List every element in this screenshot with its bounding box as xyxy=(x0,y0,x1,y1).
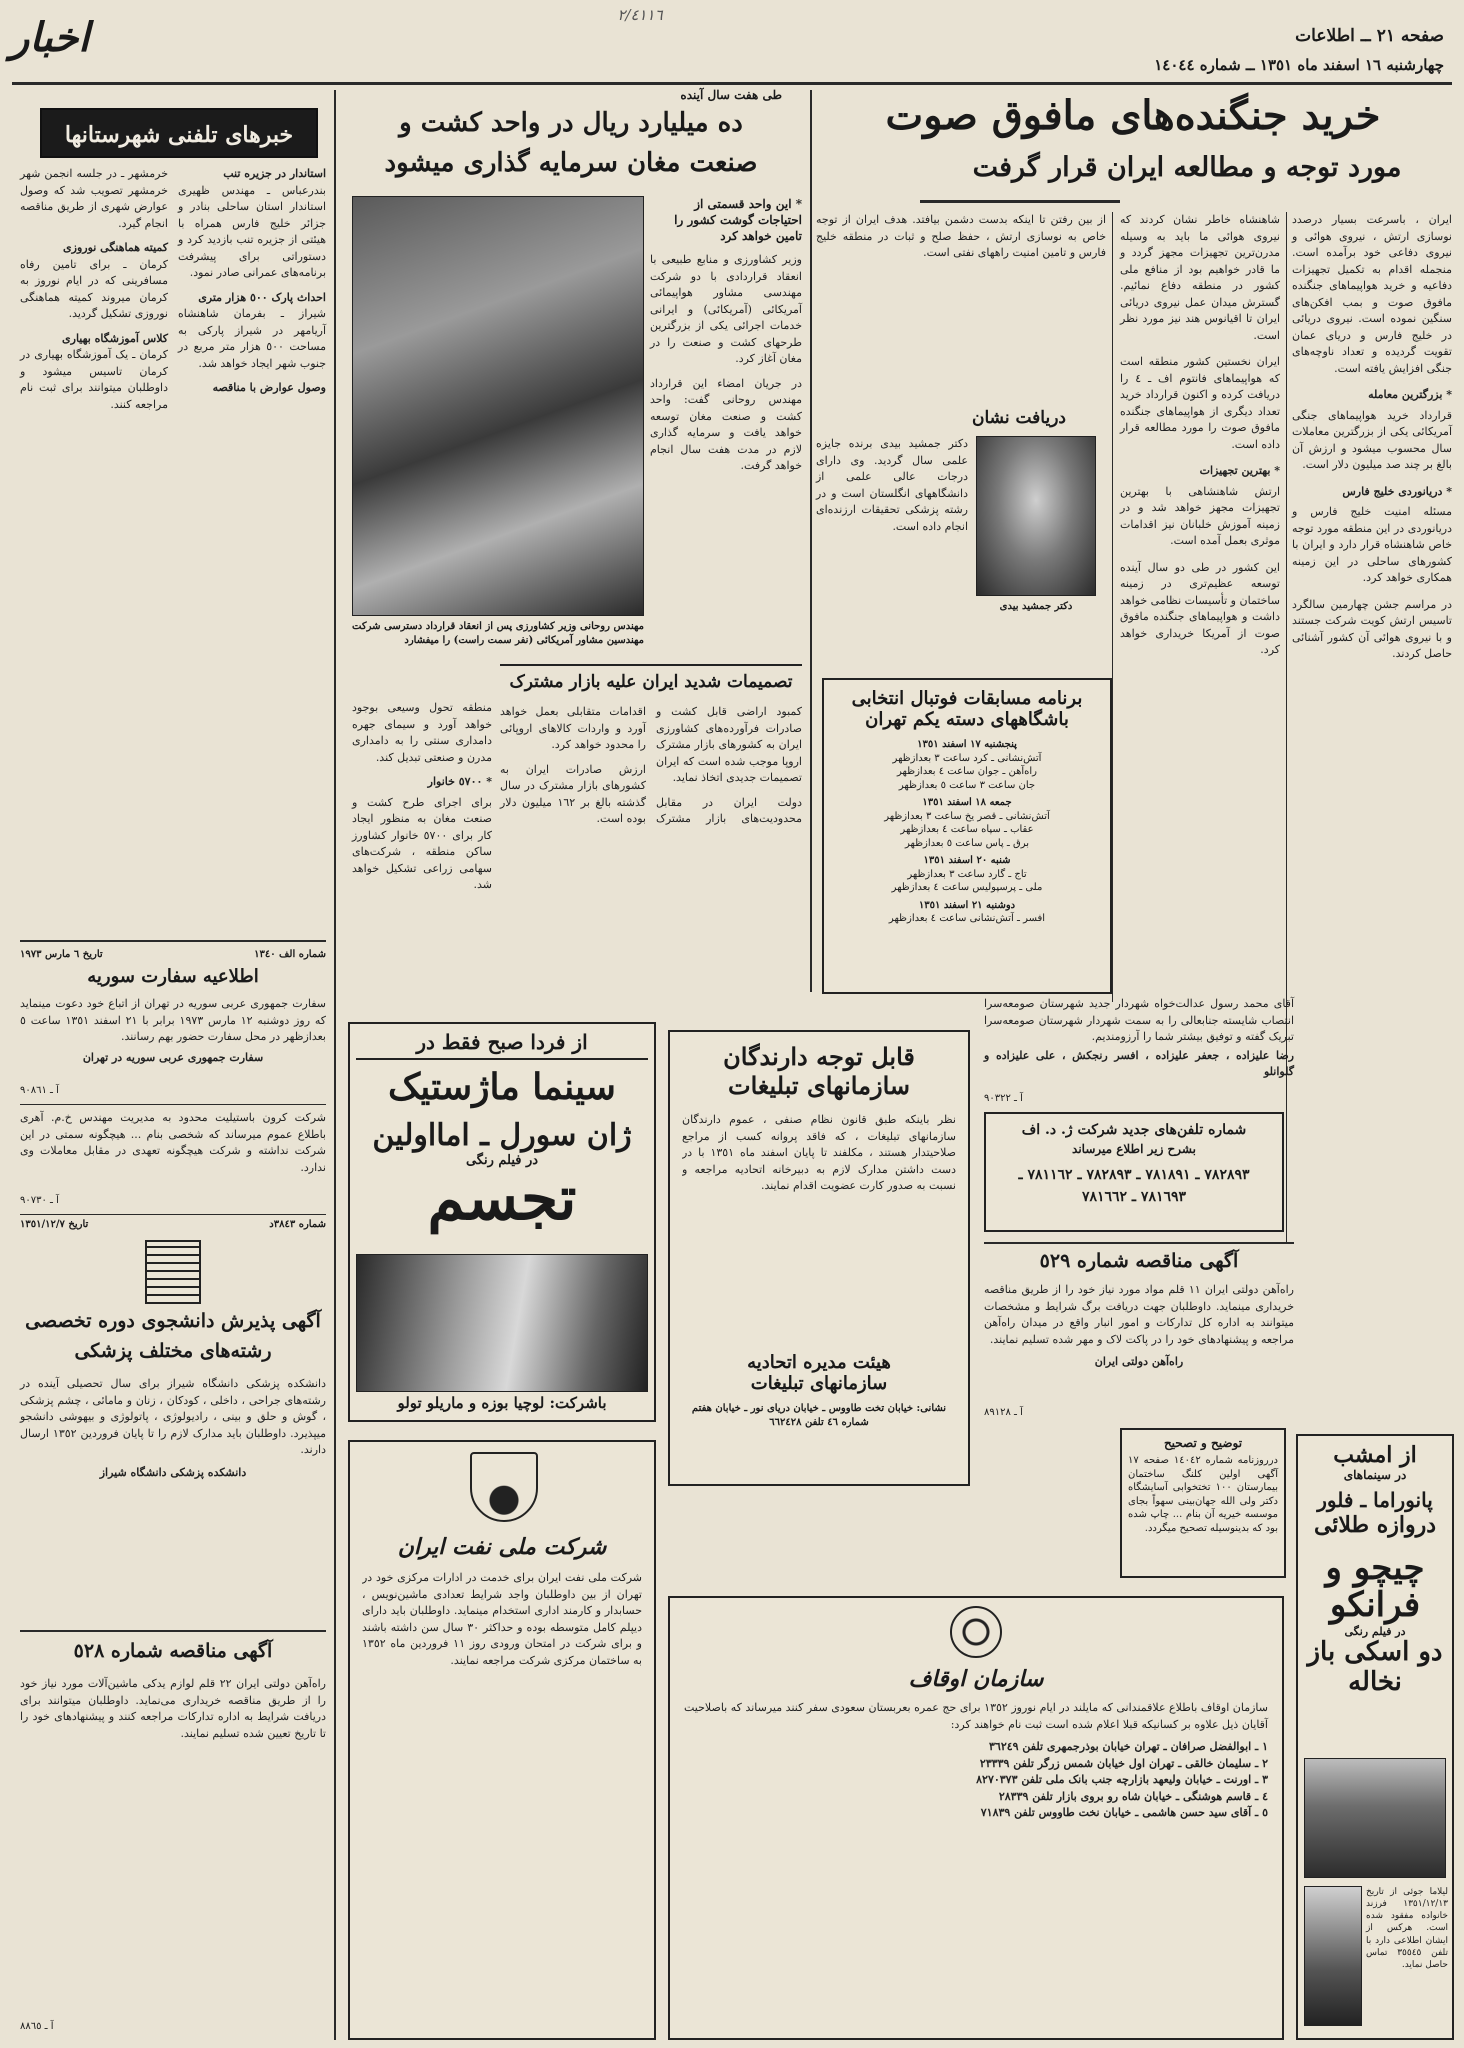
trade-headline: تصمیمات شدید ایران علیه بازار مشترک xyxy=(500,664,802,698)
phone-item-body: خرمشهر ـ در جلسه انجمن شهر خرمشهر تصویب شد که وصول عوارض شهری از طریق مناقصه انجام گیرد. xyxy=(20,167,168,230)
cinema-ad-2 xyxy=(1296,1434,1454,2040)
awqaf-item: ٤ ـ قاسم هوشنگی ـ خیابان شاه رو بروی بازار تلفن ٢٨٣٣٩ xyxy=(998,1789,1268,1803)
football-box xyxy=(822,678,1112,994)
cinemas-name-2: دروازه طلائی xyxy=(1313,1512,1437,1538)
agri-body-2: در جریان امضاء این قرارداد مهندس روحانی گفت: واحد کشت و صنعت مغان توسعه خواهد یافت و سرمایه گذاری لازم در مدت هفت سال انجام خواهد گرفت. xyxy=(650,376,802,472)
football-game: راه‌آهن ـ جوان ساعت ٤ بعدازظهر xyxy=(897,766,1037,777)
cinemas-name: پانوراما ـ فلور xyxy=(1317,1488,1433,1512)
ad-union-address: نشانی: خیابان تخت طاووس ـ خیابان دریای نور ـ خیابان هفتم شماره ٤٦ تلفن ٦٦٢٤٢٨ xyxy=(691,1403,947,1428)
agri-side-label: * این واحد قسمتی از احتیاجات گوشت کشور را تامین خواهد کرد xyxy=(674,197,802,244)
phones-box xyxy=(984,1112,1284,1232)
ad-union-notice xyxy=(668,1030,970,1486)
main-body-1: ایران ، باسرعت بسیار درصدد نوسازی ارتش ، نیروی هوائی و نیروی دفاعی خود برآمده است. منجمله اقدام به تکمیل تجهیزات دفاعیه و خرید هواپیماهای جنگنده مافوق صوت و بمب افکن‌های سنگین نموده است. نیروی دریائی در خلیج فارس و دریای عمان تقویت گردیده و تعداد ناوچه‌های جنگی افزایش یافته است. xyxy=(1292,213,1452,375)
phone-item-title: کمیته هماهنگی نوروزی xyxy=(63,241,168,254)
cinema-name: سینما ماژستیک xyxy=(388,1066,616,1108)
tender2-title: آگهی مناقصه شماره ٥٢٩ xyxy=(1039,1250,1239,1272)
main-col-3 xyxy=(816,212,1106,402)
awqaf-item: ٥ ـ آقای سید حسن هاشمی ـ خیابان نخت طاووس تلفن ٧١٨٣٩ xyxy=(980,1806,1268,1819)
main-body-2: شاهنشاه خاطر نشان کردند که نیروی هوائی ما باید به وسیله مدرن‌ترین تجهیزات مجهز گردد و ما قادر خواهیم بود از منافع ملی کشور در منطقه دفاع نمائیم. گسترش میدان عمل نیروی دریائی ایران تا اقیانوس هند نیز مورد نظر است. xyxy=(1120,213,1280,342)
embassy-title: اطلاعیه سفارت سوریه xyxy=(87,966,259,987)
phone-news-title: خبرهای تلفنی شهرستانها xyxy=(40,108,318,158)
nioc-logo-icon xyxy=(470,1452,538,1522)
main-col-2 xyxy=(1120,212,1280,992)
congrats-body: آقای محمد رسول عدالت‌خواه شهردار جدید شهرستان صومعه‌سرا انتصاب شایسته جنابعالی را به سمت شهردار شهرستان صومعه‌سرا تبریک گفته و توفیق بیشتر شما را آرزومندیم. xyxy=(984,997,1294,1043)
football-title-2: باشگاههای دسته یکم تهران xyxy=(865,709,1069,730)
football-game: جان ساعت ٣ ساعت ٥ بعدازظهر xyxy=(898,779,1036,791)
film2-photo xyxy=(1304,1758,1446,1878)
football-game: آتش‌نشانی ـ کرد ساعت ٣ بعدازظهر xyxy=(892,752,1042,764)
trade-body-3: ارزش صادرات ایران به کشورهای بازار مشترک در سال گذشته بالغ بر ١٦٢ میلیون دلار بوده است. xyxy=(500,762,646,825)
uni-title: آگهی پذیرش دانشجوی دوره تخصصی xyxy=(25,1310,321,1332)
embassy-number: شماره الف ١٣٤٠ xyxy=(254,949,326,960)
football-game: ملی ـ پرسپولیس ساعت ٤ بعدازظهر xyxy=(891,882,1043,893)
masthead xyxy=(10,6,1454,80)
uni-number: شماره ٣٨٤٣د xyxy=(269,1219,326,1230)
tender2-sign: راه‌آهن دولتی ایران xyxy=(1094,1355,1184,1368)
awqaf-ad xyxy=(668,1596,1284,2040)
tonight-label: از امشب xyxy=(1333,1442,1417,1468)
phone-item-body: بندرعباس ـ مهندس ظهیری استاندار استان ساحلی بنادر و جزائر خلیج فارس همراه با هیئتی از جزیره تنب بازدید کرد و دستوراتی برای پیشرفت برنامه‌های عمرانی صادر نمود. xyxy=(178,183,326,279)
film2-subtitle: دو اسکی باز نخاله xyxy=(1307,1636,1443,1697)
phone-item-title: استاندار در جزیره تنب xyxy=(223,167,326,180)
film-photo xyxy=(356,1254,648,1392)
agri-col-2 xyxy=(352,700,492,960)
uni-body xyxy=(20,1376,326,1626)
agri-body-1: وزیر کشاورزی و منابع طبیعی با انعقاد قراردادی با دو شرکت مهندسی مشاور هواپیمائی آمریکائی (آمریکائی) و ایرانی خدمات اجرائی یکی از بزرگترین طرحهای کشت و صنعت را در مغان آغاز کرد. xyxy=(650,253,802,365)
section-label-equip: * بهترین تجهیزات xyxy=(1199,464,1280,477)
agri-kicker: طی هفت سال آینده xyxy=(680,88,782,102)
agri-photo xyxy=(352,196,644,616)
congrats-code: آ ـ ٩٠٣٢٢ xyxy=(984,1093,1023,1104)
football-day-3: شنبه ٢٠ اسفند ١٣٥١ xyxy=(923,855,1011,866)
nioc-title: شرکت ملی نفت ایران xyxy=(397,1534,607,1560)
phone-item-body: کرمان ـ یک آموزشگاه بهیاری در کرمان تاسیس میشود و داوطلبان میتوانند برای ثبت نام مراجعه کنند. xyxy=(20,348,168,411)
football-day-4: دوشنبه ٢١ اسفند ١٣٥١ xyxy=(918,899,1016,911)
scan-number: ٢/٤١١٦ xyxy=(617,6,663,24)
nioc-ad xyxy=(348,1440,656,2040)
awqaf-body: سازمان اوقاف باطلاع علاقمندانی که مایلند در ایام نوروز ١٣٥٢ برای حج عمره بعربستان سعودی سفر کنند میرساند که باصلاحیت آقایان ذیل علاوه بر کسانیکه قبلا اعلام شده است ثبت نام خواهند کرد: xyxy=(684,1701,1268,1731)
missing-person-photo xyxy=(1304,1886,1362,2026)
embassy-sign: سفارت جمهوری عربی سوریه در تهران xyxy=(82,1050,264,1064)
body-end: در مراسم جشن چهارمین سالگرد تاسیس ارتش کویت شرکت جستند و با نیروی هوائی آن کشور آشنائی حاصل کردند. xyxy=(1292,597,1452,660)
football-game: برق ـ پاس ساعت ٥ بعدازظهر xyxy=(904,837,1030,849)
film2-title: چیچو و فرانکو xyxy=(1325,1548,1425,1626)
ad-union-body: نظر باینکه طبق قانون نظام صنفی ، عموم دارندگان سازمانهای تبلیغات ، که فاقد پروانه کسب از مراجع صلاحیتدار هستند ، مکلفند تا پایان اسفند ماه ١٣٥١ با در دست داشتن مدارک لازم به دبیرخانه اتحادیه مراجعه و نسبت به صدور کارت عضویت اقدام نمایند. xyxy=(682,1113,956,1192)
film2-color: در فیلم رنگی xyxy=(1344,1624,1406,1638)
phone-item-title: احداث پارک ٥٠٠ هزار متری xyxy=(198,290,326,304)
agri-headline-2: صنعت مغان سرمایه گذاری میشود xyxy=(384,148,758,178)
lost-code: آ ـ ٩٠٧٣٠ xyxy=(20,1195,59,1206)
section-label-deal: * بزرگترین معامله xyxy=(1368,388,1452,401)
football-game: افسر ـ آتش‌نشانی ساعت ٤ بعدازظهر xyxy=(888,913,1046,924)
section-body-equip: ارتش شاهنشاهی با بهترین تجهیزات مجهز خواهد شد و در زمینه آموزش خلبانان نیز اقدامات موثری بعمل آمده است. xyxy=(1120,484,1280,547)
missing-notice: لیلاما جوئی از تاریخ ١٣٥١/١٢/١٣ فرزند خانواده مفقود شده است. هرکس از ایشان اطلاعی دارد با تلفن ٣٥٥٤٥ تماس حاصل نماید. xyxy=(1366,1887,1448,1970)
agri-headline-1: ده میلیارد ریال در واحد کشت و xyxy=(399,108,743,138)
uni-subtitle: رشته‌های مختلف پزشکی xyxy=(74,1340,272,1362)
main-headline: خرید جنگنده‌های مافوق صوت xyxy=(885,92,1381,139)
university-emblem xyxy=(145,1240,201,1304)
header-rule xyxy=(12,82,1452,85)
main-body-3: از بین رفتن تا اینکه بدست دشمن بیافتد. هدف ایران از توجه خاص به نوسازی ارتش ، حفظ صلح و ثبات در منطقه خلیج فارس و تامین امنیت راههای نفتی است. xyxy=(816,213,1106,259)
page-label: صفحه ٢١ ــ اطلاعات xyxy=(1295,26,1444,46)
film-title: تجسم xyxy=(427,1164,577,1234)
uni-body-text: دانشکده پزشکی دانشگاه شیراز برای سال تحصیلی آینده در رشته‌های جراحی ، داخلی ، کودکان ، زنان و مامائی ، چشم پزشکی ، گوش و حلق و بینی ، رادیولوژی ، پاتولوژی و بیهوشی دانشجو میپذیرد. داوطلبان باید مدارک لازم را تا پایان فروردین ١٣٥٢ ارسال دارند. xyxy=(20,1377,326,1456)
award-photo xyxy=(976,436,1096,596)
congrats-notice xyxy=(984,996,1294,1092)
award-caption: دکتر جمشید بیدی xyxy=(999,601,1073,612)
award-body: دکتر جمشید بیدی برنده جایزه علمی سال گردید. وی دارای درجات عالی علمی از دانشگاههای انگلستان است و در رشته پزشکی تحقیقات ارزنده‌ای انجام داده است. xyxy=(816,437,968,533)
trade-body-2: دولت ایران در مقابل محدودیت‌های بازار مشترک اقدامات متقابلی بعمل خواهد آورد و واردات کالاهای اروپائی را محدود خواهد کرد. xyxy=(500,705,802,825)
phones-title: شماره تلفن‌های جدید شرکت ژ. د. اف xyxy=(1021,1122,1247,1138)
agri-photo-caption: مهندس روحانی وزیر کشاورزی پس از انعقاد قرارداد دسترسی شرکت مهندسین مشاور آمریکائی (نفر سمت راست) را میفشارد xyxy=(352,621,644,646)
section-body-deal: قرارداد خرید هواپیماهای جنگی آمریکائی یکی از بزرگترین معاملات سال محسوب میشود و ارزش آن بالغ بر چند صد میلیون دلار است. xyxy=(1292,408,1452,471)
uni-sign: دانشکده پزشکی دانشگاه شیراز xyxy=(99,1465,247,1479)
phones-sub: بشرح زیر اطلاع میرساند xyxy=(1072,1142,1196,1156)
embassy-body xyxy=(20,996,326,1082)
main-subhead: مورد توجه و مطالعه ایران قرار گرفت xyxy=(972,152,1402,183)
ad-union-title-2: سازمانهای تبلیغات xyxy=(728,1071,910,1100)
agri-col-1 xyxy=(650,252,802,652)
film-cast: باشرکت: لوچیا بوزه و ماریلو تولو xyxy=(397,1394,607,1412)
film-color: در فیلم رنگی xyxy=(465,1153,539,1168)
embassy-code: آ ـ ٩٠٨٦١ xyxy=(20,1085,59,1096)
correction-title: توضیح و تصحیح xyxy=(1163,1436,1243,1450)
ad-union-title-1: قابل توجه دارندگان xyxy=(723,1042,915,1071)
purchase-body: ایران نخستین کشور منطقه است که هواپیماهای فانتوم اف ـ ٤ را دریافت کرده و اکنون قرارداد خرید تعداد دیگری از هواپیماهای جنگنده مافوق صوت را مورد مطالعه قرار داده است. xyxy=(1120,355,1280,451)
subhead-underline xyxy=(920,200,1120,203)
phone-item-body: کرمان ـ برای تامین رفاه مسافرینی که در ایام نوروز به کرمان میروند کمیته هماهنگی نوروزی تشکیل گردید. xyxy=(20,257,168,320)
tender2-code: آ ـ ٨٩١٢٨ xyxy=(984,1407,1023,1418)
congrats-names: رضا علیزاده ، جعفر علیزاده ، افسر رنجکش ، علی علیزاده و گلوانلو xyxy=(984,1048,1294,1078)
nioc-body: شرکت ملی نفت ایران برای خدمت در ادارات مرکزی خود در تهران از بین داوطلبان واجد شرایط تعدادی ماشین‌نویس ، حسابدار و کارمند اداری استخدام مینماید. داوطلبان باید دارای دیپلم کامل متوسطه بوده و حداکثر ٣٠ سال سن داشته باشند و برای شرکت در امتحان ورودی روز ١١ فروردین ماه ١٣٥٢ به ساختمان مرکزی شرکت مراجعه نمایند. xyxy=(362,1571,642,1667)
award-title: دریافت نشان xyxy=(972,408,1066,428)
cinema-top: از فردا صبح فقط در xyxy=(356,1030,648,1060)
main-col-1 xyxy=(1292,212,1452,1002)
phone-item-body: شیراز ـ بفرمان شاهنشاه آریامهر در شیراز پارکی به مساحت ٥٠٠ هزار متر مربع در جنوب شهر ایجاد خواهد شد. xyxy=(178,307,327,370)
lost-notice: شرکت کرون باستیلیت محدود به مدیریت مهندس خ.م. آهری باطلاع عموم میرساند که شخصی بنام ... هیچگونه سمتی در این شرکت نداشته و شرکت هیچگونه تعهدی در مقابل معاملات وی ندارد. xyxy=(20,1111,326,1174)
correction-body: درروزنامه شماره ١٤٠٤٢ صفحه ١٧ آگهی اولین کلنگ ساختمان بیمارستان ١٠٠ تختخوابی آسایشگاه دکتر ولی الله جهان‌بینی سهواً بجای موسسه خیریه آن بنام ... چاپ شده بود که بدینوسیله تصحیح میگردد. xyxy=(1128,1455,1278,1534)
football-day-1: پنجشنبه ١٧ اسفند ١٣٥١ xyxy=(917,739,1017,750)
phone-item-title: وصول عوارض با مناقصه xyxy=(212,381,326,394)
awqaf-item: ٣ ـ اورنت ـ خیابان ولیعهد بازارچه جنب بانک ملی تلفن ٨٢٧٠٣٧٣ xyxy=(976,1773,1268,1786)
embassy-body-text: سفارت جمهوری عربی سوریه در تهران از اتباع خود دعوت مینماید که روز دوشنبه ١٢ مارس ١٩٧٣ برابر با ٢١ اسفند ١٣٥١ ساعت ٥ بعدازظهر در محل سفارت حضور بهم رسانند. xyxy=(20,997,326,1043)
awqaf-item: ٢ ـ سلیمان خالقی ـ تهران اول خیابان شمس زرگر تلفن ٢٣٣٣٩ xyxy=(979,1756,1268,1770)
phone-news-body xyxy=(20,166,326,936)
agri-body-4: برای اجرای طرح کشت و صنعت مغان به منظور ایجاد کار برای ٥٧٠٠ خانوار کشاورز ساکن منطقه ، شرکت‌های سهامی زراعی تشکیل خواهد شد. xyxy=(352,795,492,891)
awqaf-item: ١ ـ ابوالفضل صرافان ـ تهران خیابان بوذرجمهری تلفن ٣٦٢٤٩ xyxy=(989,1740,1268,1753)
body-gulf: مسئله امنیت خلیج فارس و دریانوردی در این منطقه مورد توجه خاص شاهنشاه قرار دارد و ایران با کشورهای ساحلی در این زمینه همکاری خواهد کرد. xyxy=(1292,505,1452,584)
tender-code: آ ـ ٨٨٦٥ xyxy=(20,2021,54,2032)
awqaf-title: سازمان اوقاف xyxy=(908,1666,1044,1692)
tender-body: راه‌آهن دولتی ایران ٢٢ قلم لوازم یدکی ماشین‌آلات مورد نیاز خود را از طریق مناقصه خریداری می‌نماید. داوطلبان میتوانند برای دریافت شرایط به اداره تدارکات مراجعه کنند و پیشنهادهای خود را تا تاریخ تعیین شده تسلیم نمایند. xyxy=(20,1677,326,1740)
tender-title: آگهی مناقصه شماره ٥٢٨ xyxy=(73,1640,273,1662)
awqaf-emblem-icon xyxy=(950,1606,1002,1658)
cinema-ad xyxy=(348,1022,656,1422)
middle-extra-body: این کشور در طی دو سال آینده توسعه عظیم‌تری در زمینه ساختمان و تأسیسات نظامی خواهد داشت و هواپیماهای جنگنده مافوق صوت از آمریکا خریداری خواهد کرد. xyxy=(1120,560,1280,656)
phones-list: ٧٨٢٨٩٣ ـ ٧٨١٨٩١ ـ ٧٨٢٨٩٣ ـ ٧٨١١٦٢ ـ ٧٨١٦٩٣ ـ ٧٨١٦٦٢ xyxy=(1018,1167,1250,1206)
agri-sub-label: * ٥٧٠٠ خانوار xyxy=(427,775,492,788)
tonight-sub: در سینماهای xyxy=(1343,1468,1407,1482)
trade-body-1: کمبود اراضی قابل کشت و صادرات فرآورده‌های کشاورزی ایران به کشورهای بازار مشترک اروپا موجب شده است که ایران تصمیمات جدیدی اتخاذ نماید. xyxy=(656,705,802,784)
embassy-date: تاریخ ٦ مارس ١٩٧٣ xyxy=(20,949,103,960)
film-actors: ژان سورل ـ امااولین xyxy=(372,1118,632,1153)
trade-body xyxy=(500,704,802,994)
phone-item-title: کلاس آموزشگاه بهیاری xyxy=(62,331,168,345)
correction-box xyxy=(1120,1428,1286,1578)
ad-union-sign-2: سازمانهای تبلیغات xyxy=(750,1373,888,1394)
section-logo: اخبار xyxy=(10,14,90,61)
football-game: آتش‌نشانی ـ قصر یخ ساعت ٣ بعدازظهر xyxy=(884,810,1050,822)
date-line: چهارشنبه ١٦ اسفند ماه ١٣٥١ ــ شماره ١٤٠٤٤ xyxy=(1154,56,1444,74)
football-day-2: جمعه ١٨ اسفند ١٣٥١ xyxy=(922,797,1012,808)
ad-union-sign-1: هیئت مدیره اتحادیه xyxy=(747,1352,891,1373)
uni-date: تاریخ ١٣٥١/١٢/٧ xyxy=(20,1219,89,1230)
football-title-1: برنامه مسابقات فوتبال انتخابی xyxy=(851,688,1083,709)
agri-body-3: منطقه تحول وسیعی بوجود خواهد آورد و سیمای جهره دامداری سنتی را به دامداری مدرن و صنعتی تبدیل کند. xyxy=(352,701,492,764)
tender2-body-text: راه‌آهن دولتی ایران ١١ قلم مواد مورد نیاز خود را از طریق مناقصه خریداری مینماید. داوطلبان جهت دریافت برگ شرایط و مشخصات میتوانند به اداره کل تدارکات و امور انبار واقع در میدان راه‌آهن مراجعه و پیشنهادهای خود را در پاکت لاک و مهر شده تسلیم نمایند. xyxy=(984,1283,1294,1346)
football-game: عقاب ـ سپاه ساعت ٤ بعدازظهر xyxy=(900,824,1034,835)
football-game: تاج ـ گارد ساعت ٣ بعدازظهر xyxy=(907,868,1027,880)
section-label-gulf: * دریانوردی خلیج فارس xyxy=(1342,484,1452,498)
